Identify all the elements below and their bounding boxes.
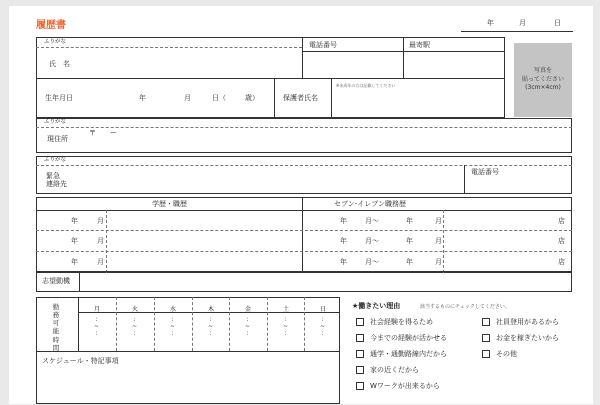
furigana-label: ふりがな: [44, 39, 67, 45]
reason-label-4: 家の近くだから: [370, 366, 419, 374]
reasons-title: ★働きたい理由: [352, 302, 401, 310]
birth-day-unit: 日（: [212, 94, 226, 102]
schedule-label: 勤務可能時間: [52, 303, 60, 352]
reason-label-5: Wワークが出来るから: [370, 382, 440, 390]
day-mon: 月: [93, 306, 100, 313]
row1-range: 月〜: [365, 217, 379, 225]
phone-field[interactable]: [305, 53, 400, 76]
row3-store: 店: [558, 258, 565, 266]
time-tue[interactable]: : ~ :: [131, 316, 139, 337]
birth-year-unit: 年: [139, 94, 146, 102]
reason-label-7: お金を稼ぎたいから: [496, 334, 559, 342]
history-table: [36, 197, 572, 273]
emergency-label: 緊急 連絡先: [46, 172, 67, 189]
reason-label-2: 今までの経験が活かせる: [370, 334, 447, 342]
furigana2-label: ふりがな: [44, 119, 67, 125]
reason-label-3: 通学・通勤路線内だから: [370, 350, 447, 358]
schedule-notes-label: スケジュール・特記事項: [42, 357, 119, 365]
page-title: 履歴書: [36, 20, 66, 31]
row2-month: 月: [97, 237, 104, 245]
furigana3-label: ふりがな: [44, 157, 67, 163]
station-field[interactable]: [406, 53, 502, 76]
reason-label-1: 社会経験を得るため: [370, 318, 433, 326]
reason-checkbox-5[interactable]: [356, 382, 364, 390]
guardian-note: ※未成年の方は記載してください: [336, 83, 396, 88]
time-wed[interactable]: : ~ :: [169, 316, 177, 337]
photo-placeholder[interactable]: [514, 43, 572, 117]
row1-month: 月: [97, 217, 104, 225]
motivation-field[interactable]: [81, 273, 569, 290]
station-label: 最寄駅: [409, 41, 430, 49]
edu-history-header: 学歴・職歴: [152, 200, 187, 208]
row1-seven-month2: 月: [435, 217, 442, 225]
reason-checkbox-8[interactable]: [482, 350, 490, 358]
date-month: 月: [519, 19, 526, 27]
reason-checkbox-1[interactable]: [356, 318, 364, 326]
birth-age-unit: 歳）: [245, 94, 259, 102]
time-sun[interactable]: : ~ :: [319, 316, 327, 337]
photo-instructions: 写真を 貼ってください (3cm×4cm): [521, 67, 564, 92]
day-wed: 水: [169, 306, 176, 313]
name-field[interactable]: [79, 49, 299, 76]
phone-label: 電話番号: [309, 41, 337, 49]
schedule-notes-field[interactable]: [39, 368, 337, 401]
row1-year: 年: [71, 217, 78, 225]
time-sat[interactable]: : ~ :: [282, 316, 290, 337]
row1-seven-year2: 年: [406, 217, 413, 225]
reason-label-8: その他: [496, 350, 517, 358]
reason-checkbox-3[interactable]: [356, 350, 364, 358]
row2-range: 月〜: [365, 237, 379, 245]
reason-checkbox-2[interactable]: [356, 334, 364, 342]
row3-seven-year2: 年: [406, 258, 413, 266]
date-day: 日: [554, 19, 561, 27]
time-mon[interactable]: : ~ :: [93, 316, 101, 337]
time-fri[interactable]: : ~ :: [244, 316, 252, 337]
row3-year: 年: [71, 258, 78, 266]
resume-sheet: [9, 6, 593, 404]
guardian-label: 保護者氏名: [283, 94, 318, 102]
time-thu[interactable]: : ~ :: [207, 316, 215, 337]
birth-month-unit: 月: [184, 94, 191, 102]
row1-store: 店: [558, 217, 565, 225]
seven-history-header: セブン-イレブン職務歴: [334, 200, 406, 208]
reason-checkbox-4[interactable]: [356, 366, 364, 374]
day-sat: 土: [282, 306, 289, 313]
emergency-field[interactable]: [87, 167, 461, 192]
postal-mark: 〒 ー: [89, 129, 117, 137]
reason-checkbox-6[interactable]: [482, 318, 490, 326]
reason-label-6: 社員登用があるから: [496, 318, 559, 326]
row2-seven-year2: 年: [406, 237, 413, 245]
day-sun: 日: [319, 306, 326, 313]
reasons-subtitle: 該当するものにチェックしてください。: [420, 304, 510, 310]
reason-checkbox-7[interactable]: [482, 334, 490, 342]
row2-store: 店: [558, 237, 565, 245]
row3-range: 月〜: [365, 258, 379, 266]
date-underline: [461, 31, 573, 32]
row2-year: 年: [71, 237, 78, 245]
birthdate-label: 生年月日: [45, 94, 73, 102]
name-label: 氏 名: [49, 60, 70, 68]
address-label: 現住所: [47, 135, 68, 143]
address-field[interactable]: [87, 129, 567, 151]
row2-seven-month2: 月: [435, 237, 442, 245]
row3-seven-month2: 月: [435, 258, 442, 266]
row3-seven-year: 年: [340, 258, 347, 266]
row1-seven-year: 年: [340, 217, 347, 225]
row3-month: 月: [97, 258, 104, 266]
motivation-label: 志望動機: [42, 277, 70, 285]
emergency-phone-label: 電話番号: [471, 168, 499, 176]
date-year: 年: [487, 19, 494, 27]
day-fri: 金: [244, 306, 251, 313]
row2-seven-year: 年: [340, 237, 347, 245]
day-thu: 木: [207, 306, 214, 313]
day-tue: 火: [131, 306, 138, 313]
